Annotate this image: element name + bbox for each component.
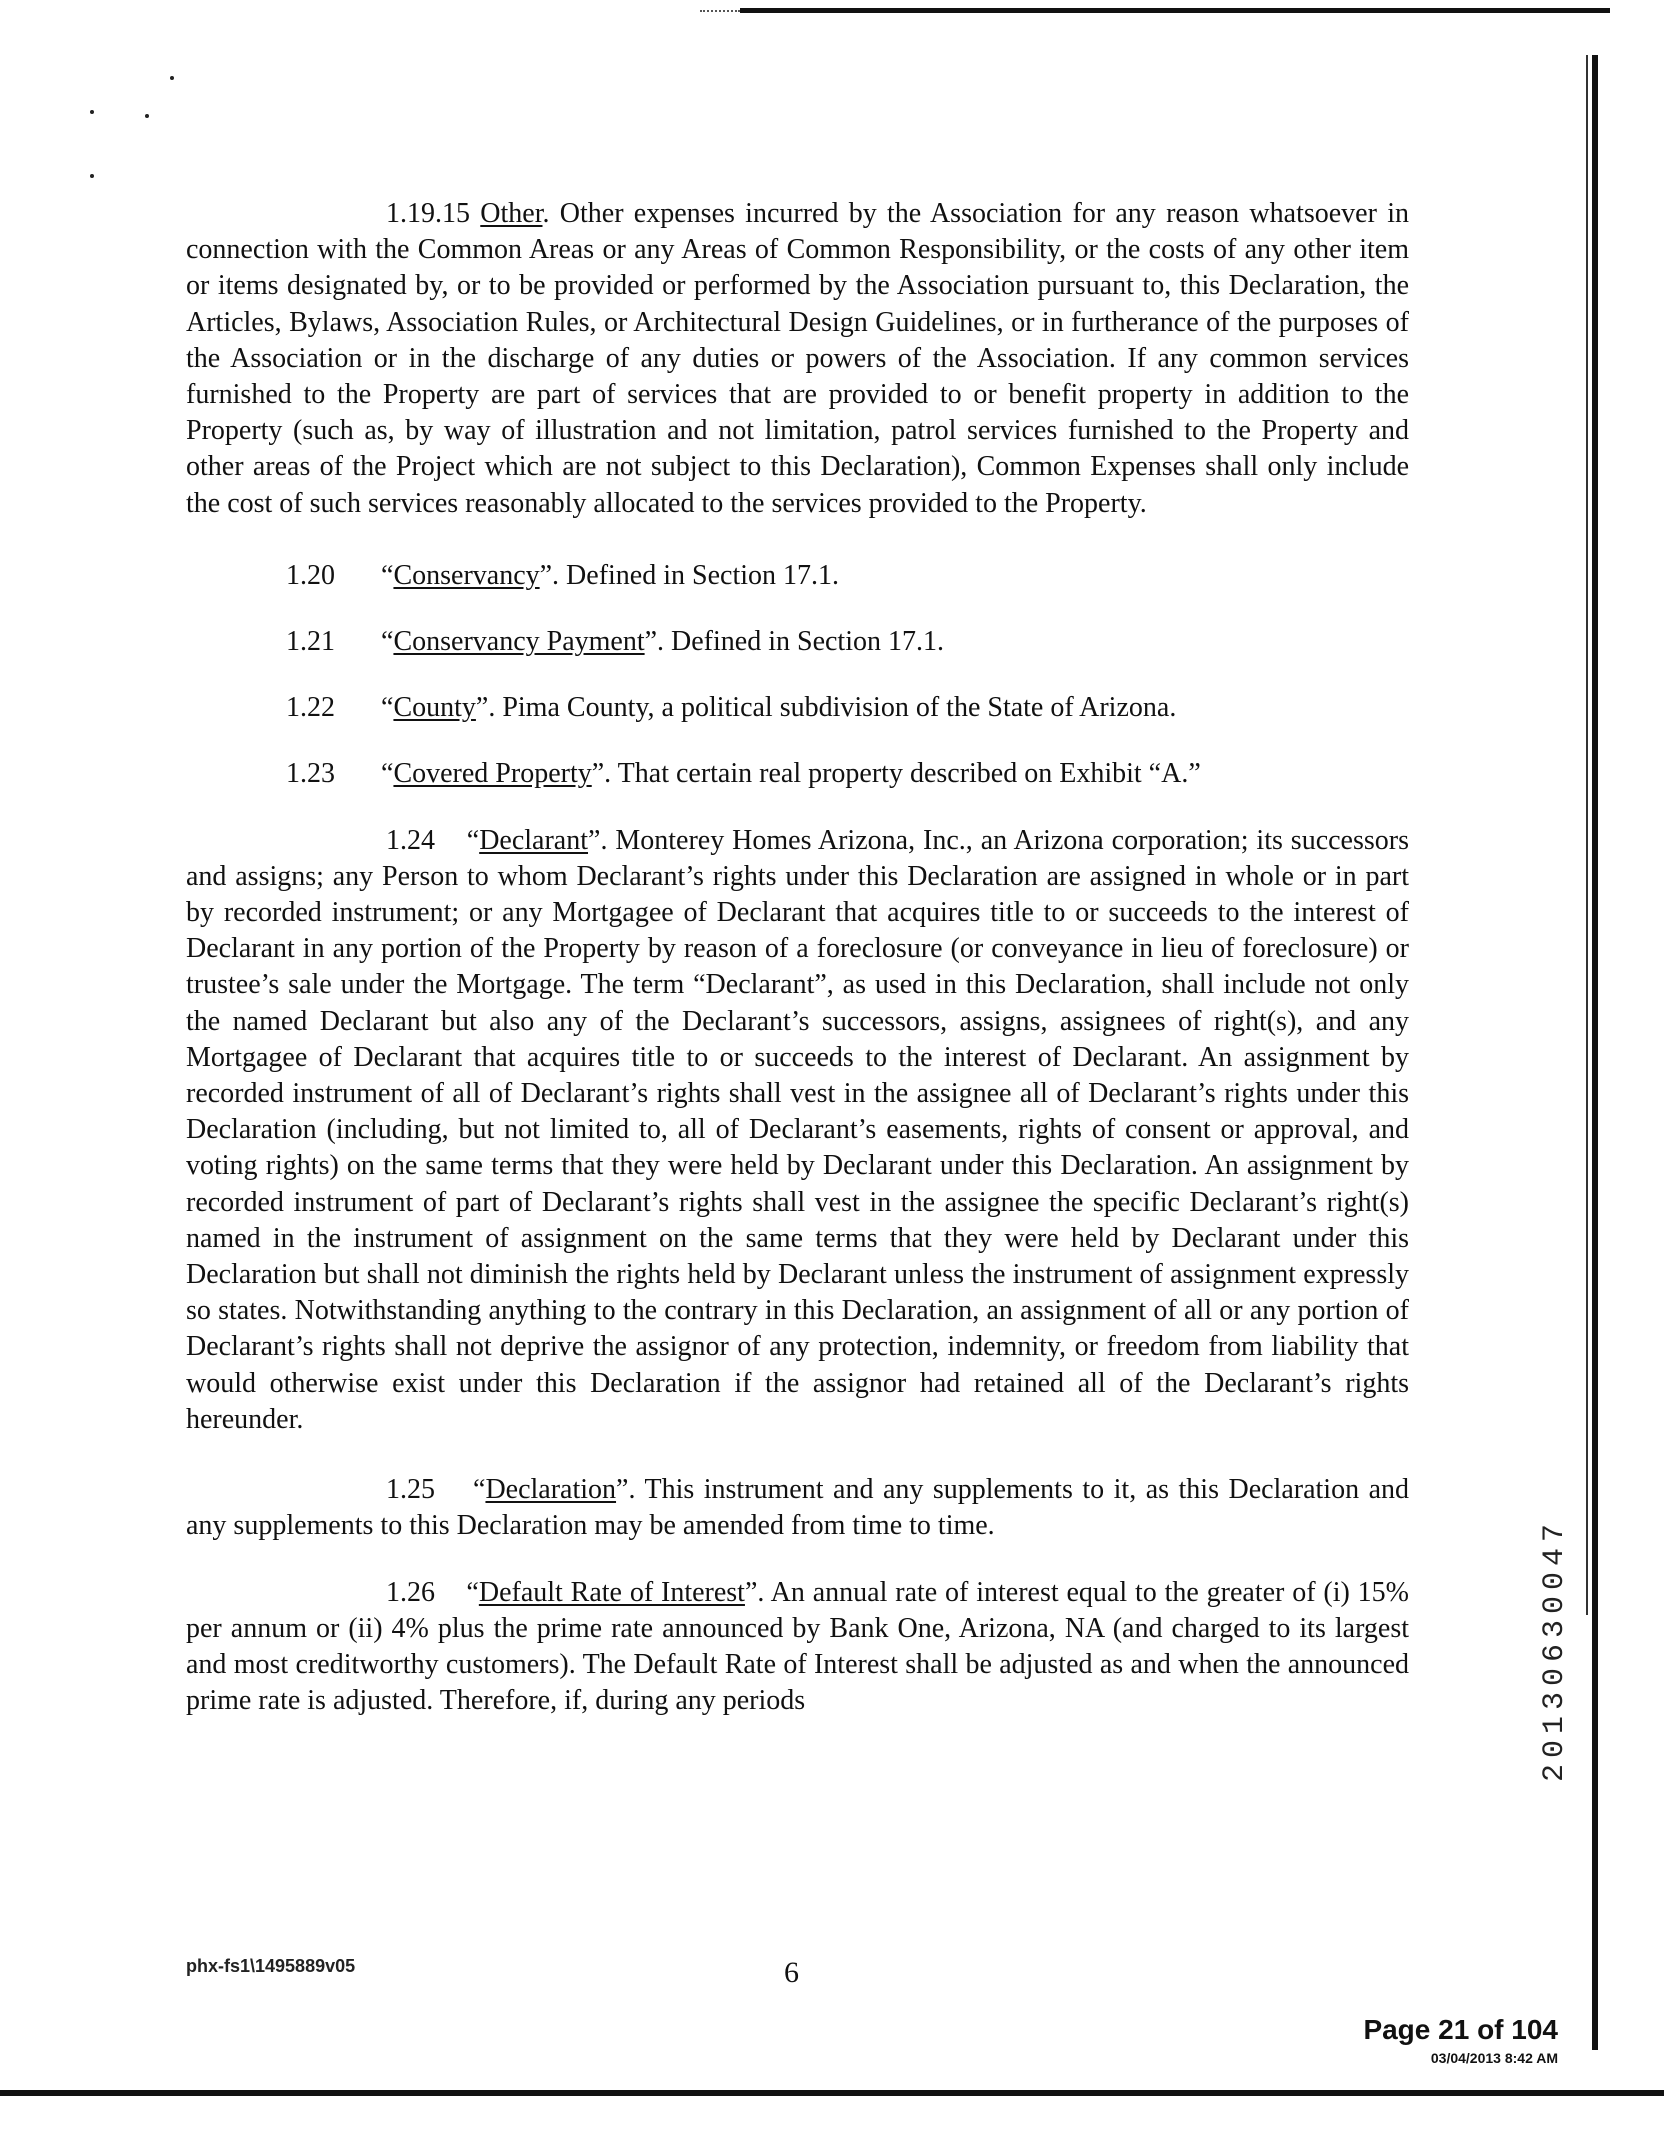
right-scan-line (1586, 55, 1588, 1615)
open-quote: “ (381, 559, 394, 591)
page-counter: Page 21 of 104 (1363, 2014, 1558, 2045)
defined-term: Covered Property (393, 758, 592, 790)
paragraph-text: ”. Defined in Section 17.1. (539, 559, 839, 591)
scan-speck (90, 110, 94, 114)
section-number: 1.20 (286, 559, 335, 591)
open-quote: “ (473, 1474, 486, 1506)
open-quote: “ (381, 692, 394, 724)
defined-term: Declaration (485, 1474, 617, 1506)
document-body (186, 196, 1409, 1719)
scan-speck (90, 174, 94, 178)
paragraph-text: ”. That certain real property described on Exhibit “A.” (591, 758, 1201, 790)
scan-speck (170, 76, 174, 80)
top-dotted-rule (700, 10, 740, 12)
top-scan-border (740, 8, 1610, 13)
open-quote: “ (381, 758, 394, 790)
section-number: 1.26 (386, 1576, 435, 1608)
paragraph-1-22 (186, 690, 1409, 726)
bottom-scan-border (0, 2090, 1664, 2096)
paragraph-text: ”. Defined in Section 17.1. (644, 626, 944, 658)
defined-term: Conservancy Payment (393, 626, 645, 658)
recording-number-stamp: 20130630047 (1538, 1518, 1572, 1783)
open-quote: “ (466, 824, 480, 856)
paragraph-text: ”. This instrument and any supplements to it, as this Declaration and any supplements to this Declaration may be amended from time to time. (186, 1474, 1410, 1542)
paragraph-text: . Other expenses incurred by the Association for any reason whatsoever in connection with the Common Areas or any Areas of Common Responsibility, or the costs of any other item or items designated by, or to be provided or performed by the Association pursuant to, this Declaration, the Articles, Bylaws, Association Rules, or Architectural Design Guidelines, or in furtherance of the purposes of the Association or in the discharge of any duties or powers of the Association. If any common services furnished to the Property are part of services that are provided to or benefit property in addition to the Property (such as, by way of illustration and not limitation, patrol services furnished to the Property and other areas of the Project which are not subject to this Declaration), Common Expenses shall only include the cost of such services reasonably allocated to the services provided to the Property. (186, 198, 1409, 519)
defined-term: Declarant (479, 824, 589, 856)
section-number: 1.25 (386, 1474, 435, 1506)
defined-term: County (393, 692, 476, 724)
paragraph-1-20 (186, 558, 1409, 594)
section-number: 1.22 (286, 692, 335, 724)
defined-term: Other (480, 198, 543, 229)
scan-speck (145, 114, 149, 118)
section-number: 1.21 (286, 626, 335, 658)
section-number: 1.19.15 (386, 198, 470, 229)
paragraph-text: ”. An annual rate of interest equal to the greater of (i) 15% per annum or (ii) 4% plus the prime rate announced by Bank One, Arizona, NA (and charged to its largest and most creditworthy customers). The Default Rate of Interest shall be adjusted as and when the announced prime rate is adjusted. Therefore, if, during any periods (186, 1576, 1410, 1717)
page-number: 6 (784, 1956, 799, 1989)
paragraph-1-24 (186, 823, 1409, 1438)
open-quote: “ (381, 626, 394, 658)
paragraph-1-23 (186, 756, 1409, 792)
section-number: 1.23 (286, 758, 335, 790)
right-scan-border (1592, 55, 1598, 2050)
paragraph-1-21 (186, 624, 1409, 660)
paragraph-1-25 (186, 1472, 1409, 1544)
document-id: phx-fs1\1495889v05 (186, 1956, 356, 1976)
paragraph-text: ”. Pima County, a political subdivision of the State of Arizona. (475, 692, 1177, 724)
section-number: 1.24 (386, 824, 435, 856)
open-quote: “ (466, 1576, 479, 1608)
defined-term: Default Rate of Interest (478, 1576, 745, 1608)
paragraph-text: ”. Monterey Homes Arizona, Inc., an Arizona corporation; its successors and assigns; any Person to whom Declarant’s rights under this Declaration are assigned in whole or in part by recorded instrument; or any Mortgagee of Declarant that acquires title to or succeeds to the interest of Declarant in any portion of the Property by reason of a foreclosure (or conveyance in lieu of foreclosure) or trustee’s sale under the Mortgage. The term “Declarant”, as used in this Declaration, shall include not only the named Declarant but also any of the Declarant’s successors, assigns, assignees of right(s), and any Mortgagee of Declarant that acquires title to or succeeds to the interest of Declarant. An assignment by recorded instrument of all of Declarant’s rights shall vest in the assignee all of Declarant’s rights under this Declaration (including, but not limited to, all of Declarant’s easements, rights of consent or approval, and voting rights) on the same terms that they were held by Declarant under this Declaration. An assignment by recorded instrument of part of Declarant’s rights shall vest in the assignee the specific Declarant’s right(s) named in the instrument of assignment on the same terms that they were held by Declarant under this Declaration but shall not diminish the rights held by Declarant unless the instrument of assignment expressly so states. Notwithstanding anything to the contrary in this Declaration, an assignment of all or any portion of Declarant’s rights shall not deprive the assignor of any protection, indemnity, or freedom from liability that would otherwise exist under this Declaration if the assignor had retained all of the Declarant’s rights hereunder. (186, 824, 1409, 1435)
defined-term: Conservancy (393, 559, 540, 591)
paragraph-1-26 (186, 1575, 1409, 1720)
recording-timestamp: 03/04/2013 8:42 AM (1430, 2050, 1558, 2066)
paragraph-1-19-15 (186, 196, 1409, 522)
